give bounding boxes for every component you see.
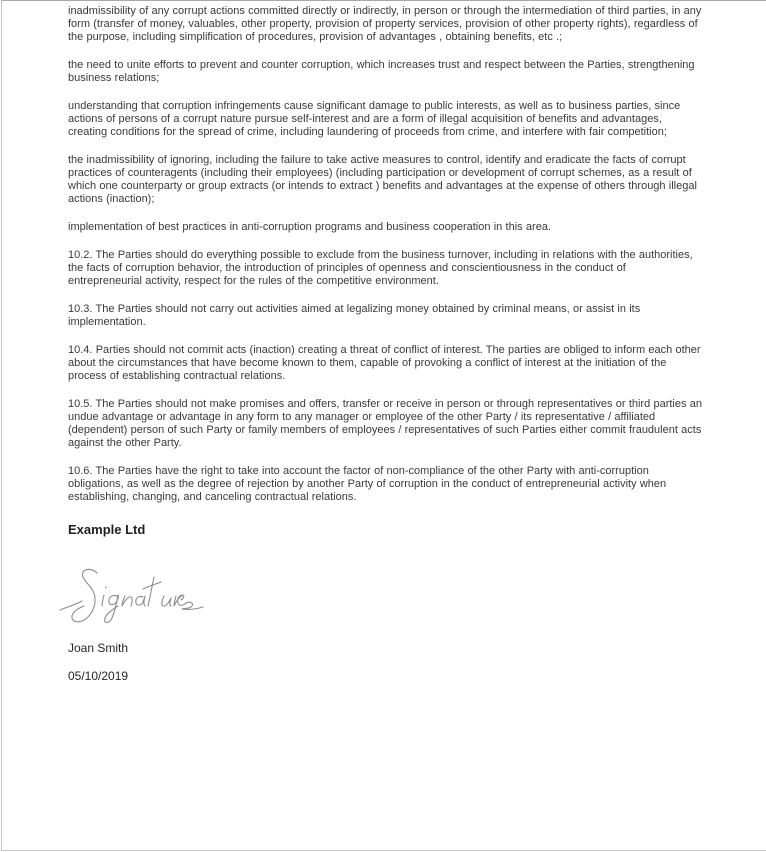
signature-date: 05/10/2019 [68,669,129,683]
paragraph: 10.3. The Parties should not carry out activities aimed at legalizing money obtained by criminal means, or assist in its implementation. [68,303,641,328]
signature-stroke [106,587,107,588]
paragraph: 10.6. The Parties have the right to take into account the factor of non-compliance of the other Party with anti-corruption obligations, as well as the degree of rejection by another Party of corruption in the conduct of entrepreneurial activity when establishing, changing, and canceling contractual relations. [68,465,667,503]
signature-stroke [136,596,145,606]
document-paragraphs [68,5,766,504]
paragraph: inadmissibility of any corrupt actions committed directly or indirectly, in person or through the intermediation of third parties, in any form (transfer of money, valuables, other property, provision of property services, provision of other property rights), regardless of the purpose, including simplification of procedures, provision of advantages , obtaining benefits, etc .; [68,5,702,43]
paragraph: understanding that corruption infringements cause significant damage to public interests, as well as to business parties, since actions of persons of a corrupt nature pursue self-interest and are a form of illegal acquisition of benefits and advantages, creating conditions for the spread of crime, including laundering of proceeds from crime, and interfere with fair competition; [68,100,681,138]
paragraph: 10.4. Parties should not commit acts (inaction) creating a threat of conflict of interest. The parties are obliged to inform each other about the circumstances that have become known to them, capable of provoking a conflict of interest at the initiation of the process of establishing contractual relations. [68,344,701,382]
signature-stroke [102,595,104,606]
signature-stroke [148,577,154,606]
paragraph: 10.5. The Parties should not make promises and offers, transfer or receive in person or through representatives or third parties an undue advantage or advantage in any form to any manager or employee of the other Party / its representative / affiliated (dependent) person of such Party or family members of employees / representatives of such Parties either commit fraudulent acts against the other Party. [68,398,702,449]
signer-name: Joan Smith [68,641,129,655]
signature-stroke [122,596,132,606]
company-name: Example Ltd [68,522,146,537]
signature-stroke [162,596,171,606]
paragraph: implementation of best practices in anti-corruption programs and business cooperation in this area. [68,221,551,233]
handwritten-signature [57,560,209,630]
paragraph: 10.2. The Parties should do everything possible to exclude from the business turnover, including in relations with the authorities, the facts of corruption behavior, the introduction of principles of openness and conscientiousness in the conduct of entrepreneurial activity, respect for the rules of the competitive environment. [68,249,693,287]
contract-document [1,0,766,851]
paragraph: the inadmissibility of ignoring, including the failure to take active measures to control, identify and eradicate the facts of corrupt practices of counteragents (including their employees) (including participation or development of corrupt schemes, as a result of which one counterparty or group extracts (or intends to extract ) benefits and advantages at the expense of others through illegal actions (inaction); [68,154,697,205]
signature-stroke [72,569,97,621]
signature-stroke [105,595,119,623]
signature-svg [57,560,209,630]
paragraph: the need to unite efforts to prevent and counter corruption, which increases trust and respect between the Parties, strengthening business relations; [68,59,695,84]
